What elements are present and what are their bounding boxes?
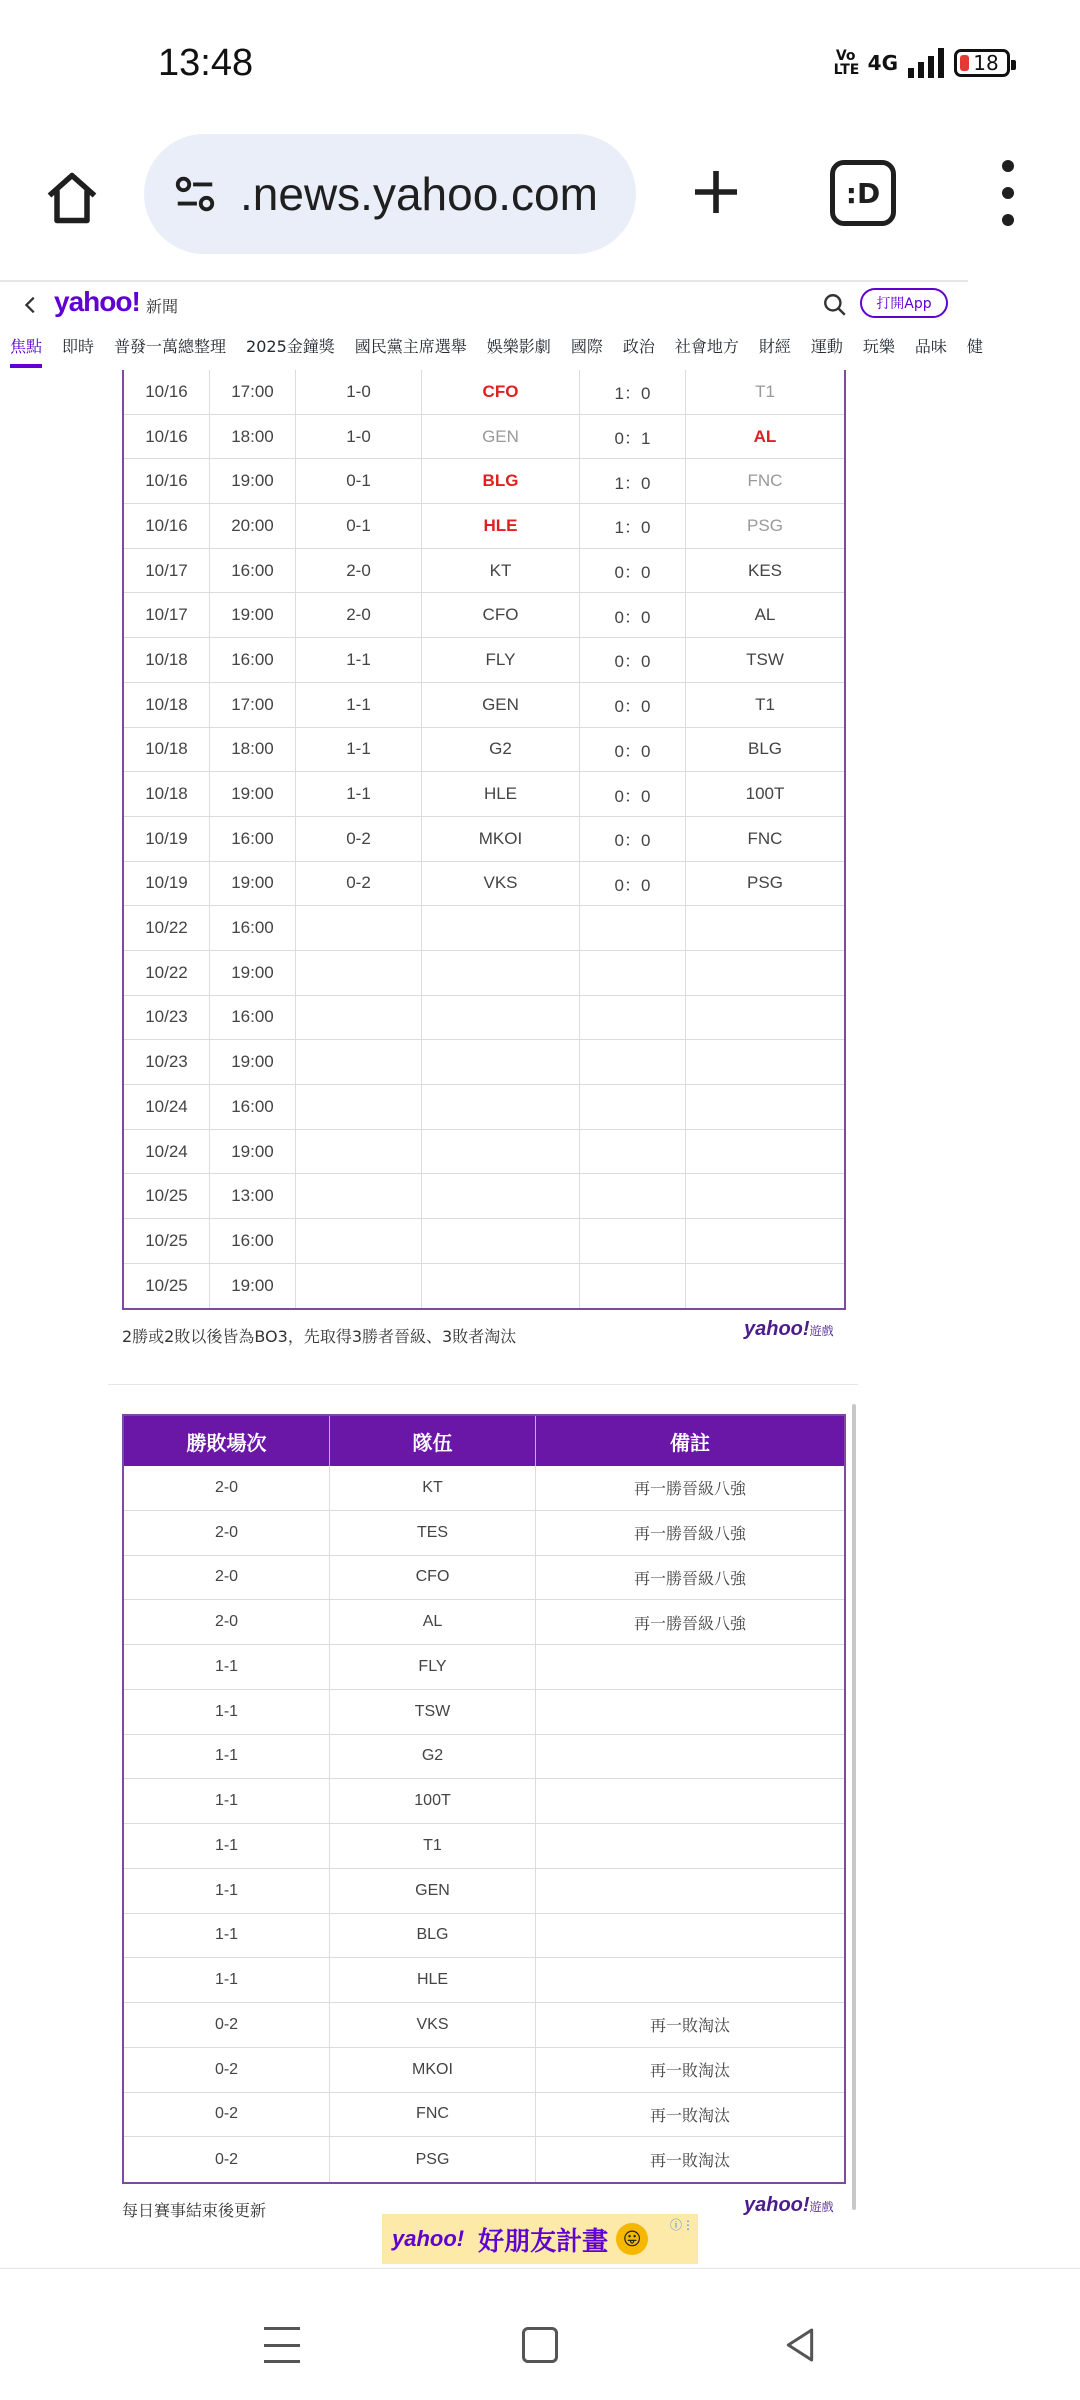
match-score: 1：0	[580, 504, 686, 548]
team-right	[686, 1130, 844, 1174]
match-date: 10/18	[124, 772, 210, 816]
standings-row	[124, 2093, 844, 2138]
team-right	[686, 1085, 844, 1129]
team-left	[422, 1174, 580, 1218]
network-type: 4G	[867, 51, 898, 75]
match-score: 0：0	[580, 683, 686, 727]
standing-record: 1-1	[124, 1779, 330, 1823]
team-left: HLE	[422, 504, 580, 548]
yahoo-game-brand: yahoo!	[744, 2194, 810, 2216]
schedule-row	[124, 728, 844, 773]
standings-row	[124, 1690, 844, 1735]
team-right: FNC	[747, 471, 783, 491]
match-score	[580, 1130, 686, 1174]
standing-record: 2-0	[124, 1466, 330, 1510]
team-left	[422, 1219, 580, 1263]
standing-note	[536, 1690, 844, 1734]
match-record	[296, 1130, 422, 1174]
team-left	[422, 996, 580, 1040]
team-left: VKS	[422, 862, 580, 906]
nav-tab[interactable]: 健	[966, 337, 983, 356]
team-right: BLG	[747, 739, 783, 759]
standing-record: 1-1	[124, 1914, 330, 1958]
match-date: 10/23	[124, 996, 210, 1040]
home-button[interactable]	[36, 162, 108, 234]
team-right: AL	[754, 605, 776, 625]
status-time: 13:48	[158, 42, 254, 84]
standing-note	[536, 1869, 844, 1913]
standing-team: MKOI	[330, 2048, 536, 2092]
schedule-row	[124, 1040, 844, 1085]
standing-team: FNC	[330, 2093, 536, 2137]
nav-tab[interactable]: 娛樂影劇	[486, 337, 551, 356]
standing-note: 再一勝晉級八強	[633, 1615, 746, 1633]
match-date: 10/22	[124, 951, 210, 995]
schedule-row	[124, 638, 844, 683]
standing-note	[536, 1824, 844, 1868]
status-icons	[834, 48, 1010, 78]
site-settings-icon[interactable]	[172, 171, 218, 217]
standing-note: 再一敗淘汰	[649, 2018, 730, 2036]
search-icon[interactable]	[822, 292, 848, 318]
standings-row	[124, 1869, 844, 1914]
standing-team: AL	[330, 1600, 536, 1644]
new-tab-button[interactable]	[680, 156, 752, 228]
match-score: 1：0	[580, 370, 686, 414]
match-time: 20:00	[210, 504, 296, 548]
match-date: 10/22	[124, 906, 210, 950]
team-right	[686, 906, 844, 950]
standing-team: GEN	[330, 1869, 536, 1913]
section-label: 新聞	[146, 297, 179, 316]
standing-record: 0-2	[124, 2003, 330, 2047]
system-nav-bar	[0, 2268, 1080, 2400]
standings-footnote: 每日賽事結束後更新	[122, 2201, 267, 2220]
standings-row	[124, 1556, 844, 1601]
standing-record: 0-2	[124, 2137, 330, 2182]
standing-note: 再一勝晉級八強	[633, 1570, 746, 1588]
match-time: 19:00	[210, 459, 296, 503]
match-time: 17:00	[210, 683, 296, 727]
match-record	[296, 1085, 422, 1129]
schedule-row	[124, 683, 844, 728]
match-score	[580, 906, 686, 950]
schedule-caption: 2勝或2敗以後皆為BO3，先取得3勝者晉級、3敗者淘汰	[122, 1327, 517, 1346]
schedule-row	[124, 1174, 844, 1219]
match-date: 10/19	[124, 817, 210, 861]
standing-note	[536, 1958, 844, 2002]
match-record	[296, 1174, 422, 1218]
schedule-row	[124, 459, 844, 504]
match-record: 0-1	[296, 504, 422, 548]
match-time: 16:00	[210, 638, 296, 682]
match-time: 19:00	[210, 772, 296, 816]
match-date: 10/16	[124, 415, 210, 459]
match-time: 18:00	[210, 415, 296, 459]
match-time: 19:00	[210, 1264, 296, 1309]
match-score	[580, 1219, 686, 1263]
match-time: 19:00	[210, 593, 296, 637]
standings-row	[124, 1645, 844, 1690]
standing-team: HLE	[330, 1958, 536, 2002]
team-left	[422, 1085, 580, 1129]
header-note: 備註	[670, 1430, 710, 1455]
match-time: 16:00	[210, 1085, 296, 1129]
match-record: 1-0	[296, 370, 422, 414]
standing-record: 0-2	[124, 2048, 330, 2092]
dot-icon	[1002, 160, 1014, 172]
system-home-button[interactable]	[522, 2327, 558, 2363]
emoji-face-icon: 😛	[616, 2223, 648, 2255]
plus-icon	[688, 164, 744, 220]
match-date: 10/19	[124, 862, 210, 906]
team-right	[686, 1219, 844, 1263]
match-time: 19:00	[210, 951, 296, 995]
schedule-row	[124, 370, 844, 415]
team-left	[422, 1130, 580, 1174]
team-right	[686, 996, 844, 1040]
standing-note	[536, 1735, 844, 1779]
standing-team: T1	[330, 1824, 536, 1868]
team-right	[686, 1040, 844, 1084]
match-date: 10/24	[124, 1130, 210, 1174]
match-date: 10/16	[124, 504, 210, 548]
section-divider	[108, 1384, 858, 1385]
nav-tab[interactable]: 社會地方	[674, 337, 739, 356]
match-score	[580, 996, 686, 1040]
match-date: 10/16	[124, 370, 210, 414]
match-record	[296, 1219, 422, 1263]
standing-team: BLG	[330, 1914, 536, 1958]
schedule-row	[124, 1130, 844, 1175]
yahoo-game-label: 遊戲	[809, 1324, 834, 1338]
match-time: 16:00	[210, 1219, 296, 1263]
header-record: 勝敗場次	[124, 1416, 330, 1466]
standing-team: CFO	[330, 1556, 536, 1600]
recent-apps-button[interactable]	[264, 2327, 300, 2363]
ad-brand: yahoo!	[392, 2226, 465, 2251]
standings-row	[124, 1600, 844, 1645]
standing-record: 1-1	[124, 1869, 330, 1913]
match-score: 0：0	[580, 817, 686, 861]
standing-team: G2	[330, 1735, 536, 1779]
nav-tab[interactable]: 焦點	[10, 328, 42, 368]
match-record: 1-0	[296, 415, 422, 459]
tab-switcher-button[interactable]: :D	[830, 160, 896, 226]
schedule-row	[124, 996, 844, 1041]
standing-team: PSG	[330, 2137, 536, 2182]
standing-team: VKS	[330, 2003, 536, 2047]
team-right: PSG	[747, 873, 783, 893]
system-back-button[interactable]	[780, 2325, 820, 2365]
more-menu-button[interactable]	[988, 160, 1028, 226]
nav-tab[interactable]: 普發一萬總整理	[114, 337, 227, 356]
yahoo-header	[0, 280, 983, 368]
match-score: 0：0	[580, 772, 686, 816]
match-record: 0-1	[296, 459, 422, 503]
team-left: BLG	[422, 459, 580, 503]
match-score: 1：0	[580, 459, 686, 503]
match-record	[296, 1264, 422, 1309]
yahoo-logo[interactable]: yahoo!	[54, 286, 140, 317]
match-score: 0：0	[580, 549, 686, 593]
standing-note: 再一敗淘汰	[649, 2107, 730, 2125]
open-app-button[interactable]: 打開App	[860, 288, 948, 318]
browser-toolbar	[0, 130, 1080, 278]
standings-row	[124, 2048, 844, 2093]
standings-table	[122, 1414, 846, 2184]
team-right: T1	[755, 694, 775, 714]
match-time: 16:00	[210, 817, 296, 861]
match-record: 1-1	[296, 683, 422, 727]
status-bar	[0, 0, 1080, 130]
team-left: CFO	[422, 370, 580, 414]
match-record	[296, 996, 422, 1040]
yahoo-game-label: 遊戲	[809, 2200, 834, 2214]
team-left: HLE	[422, 772, 580, 816]
standing-team: 100T	[330, 1779, 536, 1823]
standing-note	[536, 1645, 844, 1689]
team-left	[422, 1264, 580, 1309]
dot-icon	[1002, 187, 1014, 199]
match-time: 17:00	[210, 370, 296, 414]
team-left	[422, 951, 580, 995]
nav-tab[interactable]: 財經	[758, 337, 791, 356]
dot-icon	[1002, 214, 1014, 226]
standing-note: 再一敗淘汰	[649, 2063, 730, 2081]
match-time: 19:00	[210, 862, 296, 906]
standing-note	[536, 1914, 844, 1958]
nav-tab[interactable]: 國民黨主席選舉	[354, 337, 467, 356]
standing-record: 1-1	[124, 1958, 330, 2002]
nav-tab[interactable]: 運動	[810, 337, 843, 356]
match-record: 1-1	[296, 728, 422, 772]
schedule-row	[124, 1264, 844, 1309]
match-date: 10/17	[124, 549, 210, 593]
match-date: 10/18	[124, 728, 210, 772]
standing-note: 再一勝晉級八強	[633, 1526, 746, 1544]
standings-header	[124, 1416, 844, 1466]
standing-record: 1-1	[124, 1645, 330, 1689]
standing-team: KT	[330, 1466, 536, 1510]
standing-record: 2-0	[124, 1511, 330, 1555]
match-date: 10/23	[124, 1040, 210, 1084]
match-time: 16:00	[210, 996, 296, 1040]
volte-icon: Vo LTE	[833, 48, 860, 78]
standing-team: TES	[330, 1511, 536, 1555]
team-left	[422, 906, 580, 950]
team-left: MKOI	[422, 817, 580, 861]
match-record: 0-2	[296, 862, 422, 906]
nav-tab[interactable]: 玩樂	[862, 337, 895, 356]
team-right	[686, 951, 844, 995]
schedule-row	[124, 504, 844, 549]
yahoo-game-logo	[744, 1318, 834, 1341]
standing-record: 1-1	[124, 1735, 330, 1779]
match-time: 13:00	[210, 1174, 296, 1218]
match-date: 10/25	[124, 1174, 210, 1218]
match-record: 2-0	[296, 593, 422, 637]
match-date: 10/24	[124, 1085, 210, 1129]
match-record: 2-0	[296, 549, 422, 593]
match-time: 16:00	[210, 549, 296, 593]
team-right	[686, 1174, 844, 1218]
match-time: 19:00	[210, 1130, 296, 1174]
match-record: 0-2	[296, 817, 422, 861]
match-score: 0：0	[580, 862, 686, 906]
match-record: 1-1	[296, 638, 422, 682]
match-score	[580, 1085, 686, 1129]
standings-row	[124, 1511, 844, 1556]
standings-row	[124, 1824, 844, 1869]
team-left: CFO	[422, 593, 580, 637]
team-left: GEN	[422, 683, 580, 727]
yahoo-game-brand: yahoo!	[744, 1318, 810, 1340]
team-right: KES	[747, 560, 783, 580]
standings-row	[124, 1914, 844, 1959]
match-score	[580, 1174, 686, 1218]
yahoo-game-logo	[744, 2194, 834, 2217]
url-text: .news.yahoo.com	[240, 168, 598, 220]
home-icon	[42, 168, 102, 228]
match-date: 10/16	[124, 459, 210, 503]
match-score: 0：0	[580, 638, 686, 682]
team-right: AL	[753, 426, 777, 446]
nav-tab[interactable]: 品味	[914, 337, 947, 356]
match-record	[296, 1040, 422, 1084]
team-left	[422, 1040, 580, 1084]
match-time: 19:00	[210, 1040, 296, 1084]
scrollbar[interactable]	[852, 1404, 856, 2210]
schedule-row	[124, 906, 844, 951]
schedule-row	[124, 1219, 844, 1264]
standing-note: 再一敗淘汰	[649, 2153, 730, 2171]
match-date: 10/25	[124, 1219, 210, 1263]
match-score	[580, 1040, 686, 1084]
schedule-table	[122, 370, 846, 1310]
standing-record: 2-0	[124, 1556, 330, 1600]
nav-tab[interactable]: 國際	[570, 337, 603, 356]
standing-record: 1-1	[124, 1690, 330, 1734]
team-right: FNC	[747, 828, 783, 848]
match-record	[296, 951, 422, 995]
schedule-row	[124, 593, 844, 638]
schedule-row	[124, 951, 844, 996]
schedule-row	[124, 772, 844, 817]
standings-row	[124, 1958, 844, 2003]
team-left: KT	[422, 549, 580, 593]
team-left: FLY	[422, 638, 580, 682]
team-right	[686, 1264, 844, 1309]
category-nav	[0, 328, 983, 368]
schedule-row	[124, 1085, 844, 1130]
match-score: 0：1	[580, 415, 686, 459]
battery-level: 18	[973, 51, 999, 75]
match-time: 18:00	[210, 728, 296, 772]
battery-icon	[954, 49, 1010, 77]
nav-tab[interactable]: 即時	[62, 337, 95, 356]
standings-row	[124, 2137, 844, 2182]
ad-banner[interactable]	[382, 2214, 698, 2264]
team-right: T1	[755, 381, 775, 401]
ad-info-icon[interactable]: ⓘ⋮	[669, 2218, 694, 2232]
nav-tab[interactable]: 2025金鐘獎	[246, 337, 335, 356]
header-team: 隊伍	[330, 1416, 536, 1466]
match-time: 16:00	[210, 906, 296, 950]
standing-team: FLY	[330, 1645, 536, 1689]
standing-record: 1-1	[124, 1824, 330, 1868]
back-chevron-icon[interactable]	[20, 294, 42, 316]
standings-row	[124, 2003, 844, 2048]
team-left: GEN	[422, 415, 580, 459]
ad-text: 好朋友計畫	[478, 2226, 609, 2257]
standing-record: 0-2	[124, 2093, 330, 2137]
team-left: G2	[422, 728, 580, 772]
match-date: 10/18	[124, 638, 210, 682]
match-score: 0：0	[580, 593, 686, 637]
schedule-row	[124, 817, 844, 862]
match-date: 10/25	[124, 1264, 210, 1309]
team-right: TSW	[746, 649, 784, 669]
team-right: 100T	[745, 784, 785, 804]
match-record	[296, 906, 422, 950]
match-date: 10/18	[124, 683, 210, 727]
nav-tab[interactable]: 政治	[622, 337, 655, 356]
schedule-row	[124, 862, 844, 907]
match-score: 0：0	[580, 728, 686, 772]
standings-row	[124, 1735, 844, 1780]
match-date: 10/17	[124, 593, 210, 637]
url-bar[interactable]	[144, 134, 636, 254]
standing-team: TSW	[330, 1690, 536, 1734]
match-record: 1-1	[296, 772, 422, 816]
match-score	[580, 951, 686, 995]
standing-note	[536, 1779, 844, 1823]
standing-record: 2-0	[124, 1600, 330, 1644]
schedule-row	[124, 549, 844, 594]
standings-row	[124, 1779, 844, 1824]
standings-row	[124, 1466, 844, 1511]
match-score	[580, 1264, 686, 1309]
signal-icon	[908, 48, 944, 78]
schedule-row	[124, 415, 844, 460]
standing-note: 再一勝晉級八強	[633, 1481, 746, 1499]
team-right: PSG	[747, 515, 783, 535]
